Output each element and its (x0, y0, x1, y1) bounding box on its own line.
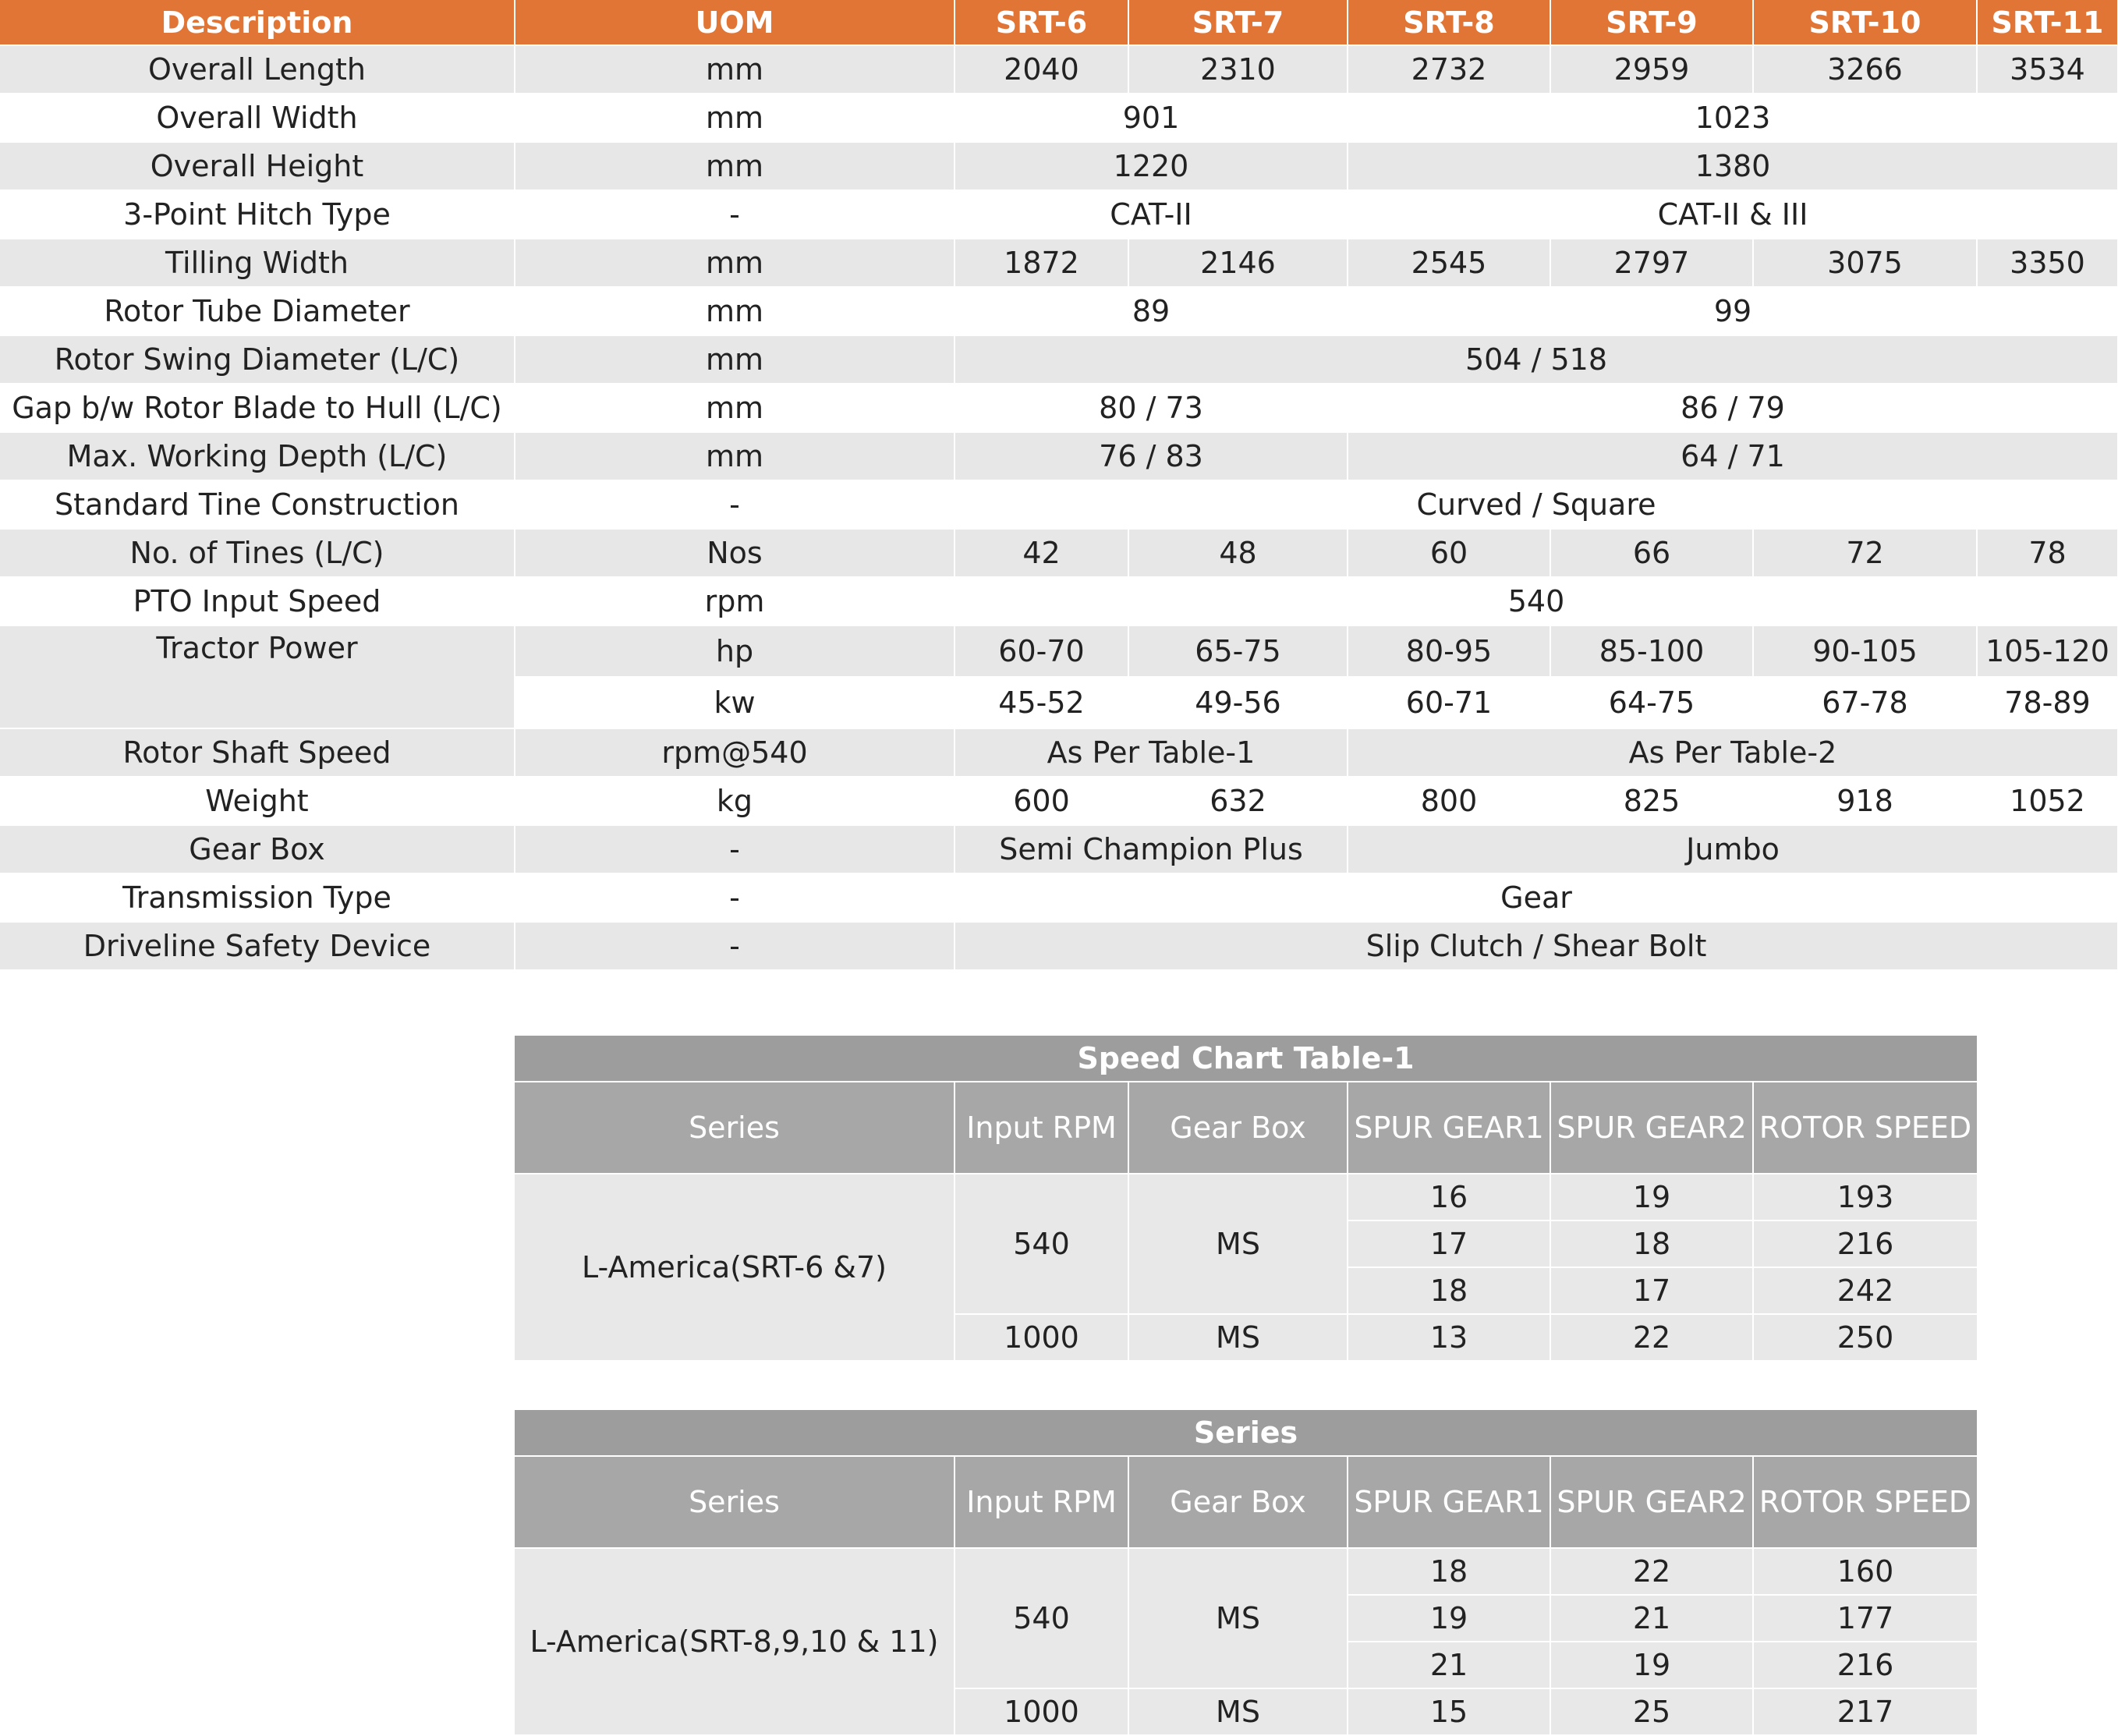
speed-table-header-row (515, 1456, 1978, 1548)
cell-value: 1872 (955, 239, 1128, 287)
rotor-speed: 242 (1753, 1267, 1978, 1314)
cell-value-srt-8-11: 64 / 71 (1348, 432, 2118, 480)
cell-value-srt-6-7: 76 / 83 (955, 432, 1348, 480)
row-uom: - (515, 922, 955, 970)
spec-header-row (0, 0, 2118, 45)
row-uom: - (515, 873, 955, 922)
spur-gear2: 25 (1550, 1688, 1753, 1735)
gear-box: MS (1128, 1688, 1348, 1735)
speed-table-header-row (515, 1082, 1978, 1174)
input-rpm: 1000 (955, 1314, 1128, 1361)
row-no-of-tines (0, 529, 2118, 577)
cell-value-all: Gear (955, 873, 2118, 922)
cell-value: 48 (1128, 529, 1348, 577)
cell-value-srt-6-7: 901 (955, 94, 1348, 142)
cell-value: 42 (955, 529, 1128, 577)
cell-value: 65-75 (1128, 625, 1348, 677)
spur-gear2: 22 (1550, 1314, 1753, 1361)
cell-value: 918 (1753, 777, 1977, 825)
cell-value: 45-52 (955, 677, 1128, 728)
cell-value: 49-56 (1128, 677, 1348, 728)
col-header-gear-box: Gear Box (1128, 1082, 1348, 1174)
cell-value-srt-6-7: CAT-II (955, 190, 1348, 239)
rotor-speed: 250 (1753, 1314, 1978, 1361)
spur-gear2: 17 (1550, 1267, 1753, 1314)
rotor-speed: 217 (1753, 1688, 1978, 1735)
header-srt-11: SRT-11 (1977, 0, 2118, 45)
row-label: Weight (0, 777, 515, 825)
cell-value: 78-89 (1977, 677, 2118, 728)
row-label: Standard Tine Construction (0, 480, 515, 529)
row-label: Driveline Safety Device (0, 922, 515, 970)
row-overall-length (0, 45, 2118, 94)
row-label: No. of Tines (L/C) (0, 529, 515, 577)
cell-value: 800 (1348, 777, 1550, 825)
series-name: L-America(SRT-8,9,10 & 11) (515, 1548, 955, 1735)
col-header-spur-gear2: SPUR GEAR2 (1550, 1456, 1753, 1548)
row-uom: mm (515, 287, 955, 335)
rotor-speed: 160 (1753, 1548, 1978, 1595)
cell-value-srt-8-11: 1380 (1348, 142, 2118, 190)
cell-value: 60 (1348, 529, 1550, 577)
cell-value: 2545 (1348, 239, 1550, 287)
cell-value-srt-8-11: Jumbo (1348, 825, 2118, 873)
row-uom: - (515, 825, 955, 873)
row-label: Rotor Shaft Speed (0, 728, 515, 777)
cell-value: 60-70 (955, 625, 1128, 677)
row-uom: rpm (515, 577, 955, 625)
spur-gear2: 22 (1550, 1548, 1753, 1595)
row-uom: kw (515, 677, 955, 728)
spur-gear1: 19 (1348, 1595, 1550, 1642)
cell-value: 825 (1550, 777, 1753, 825)
cell-value-all: Slip Clutch / Shear Bolt (955, 922, 2118, 970)
cell-value: 3075 (1753, 239, 1977, 287)
cell-value: 2797 (1550, 239, 1753, 287)
cell-value-srt-8-11: As Per Table-2 (1348, 728, 2118, 777)
spur-gear1: 16 (1348, 1174, 1550, 1221)
speed-table-title: Series (515, 1410, 1978, 1456)
row-uom: hp (515, 625, 955, 677)
row-uom: mm (515, 432, 955, 480)
header-srt-9: SRT-9 (1550, 0, 1753, 45)
gear-box: MS (1128, 1548, 1348, 1688)
spur-gear1: 13 (1348, 1314, 1550, 1361)
speed-table-title-row (515, 1036, 1978, 1082)
row-uom: mm (515, 45, 955, 94)
cell-value: 3266 (1753, 45, 1977, 94)
input-rpm: 1000 (955, 1688, 1128, 1735)
col-header-input-rpm: Input RPM (955, 1082, 1128, 1174)
row-uom: mm (515, 384, 955, 432)
series-name: L-America(SRT-6 &7) (515, 1174, 955, 1361)
spur-gear2: 19 (1550, 1642, 1753, 1688)
spur-gear1: 18 (1348, 1267, 1550, 1314)
row-label: Tilling Width (0, 239, 515, 287)
header-srt-10: SRT-10 (1753, 0, 1977, 45)
header-srt-6: SRT-6 (955, 0, 1128, 45)
row-label: Overall Height (0, 142, 515, 190)
row-uom: mm (515, 239, 955, 287)
row-hitch-type (0, 190, 2118, 239)
cell-value: 66 (1550, 529, 1753, 577)
input-rpm: 540 (955, 1548, 1128, 1688)
cell-value: 85-100 (1550, 625, 1753, 677)
row-label: Overall Width (0, 94, 515, 142)
gear-box: MS (1128, 1314, 1348, 1361)
spur-gear1: 17 (1348, 1221, 1550, 1267)
row-tine-construction (0, 480, 2118, 529)
gear-box: MS (1128, 1174, 1348, 1314)
col-header-rotor-speed: ROTOR SPEED (1753, 1082, 1978, 1174)
spur-gear1: 21 (1348, 1642, 1550, 1688)
row-gap-rotor-blade (0, 384, 2118, 432)
row-label: Gear Box (0, 825, 515, 873)
spur-gear1: 15 (1348, 1688, 1550, 1735)
rotor-speed: 216 (1753, 1221, 1978, 1267)
header-uom: UOM (515, 0, 955, 45)
cell-value-srt-8-11: 99 (1348, 287, 2118, 335)
row-label: Transmission Type (0, 873, 515, 922)
cell-value: 3534 (1977, 45, 2118, 94)
row-uom: - (515, 190, 955, 239)
cell-value-all: 504 / 518 (955, 335, 2118, 384)
row-label: Overall Length (0, 45, 515, 94)
cell-value: 80-95 (1348, 625, 1550, 677)
cell-value: 105-120 (1977, 625, 2118, 677)
cell-value: 1052 (1977, 777, 2118, 825)
row-uom: - (515, 480, 955, 529)
row-rotor-tube-diameter (0, 287, 2118, 335)
speed-table-title: Speed Chart Table-1 (515, 1036, 1978, 1082)
col-header-gear-box: Gear Box (1128, 1456, 1348, 1548)
cell-value-srt-6-7: 89 (955, 287, 1348, 335)
row-label: Rotor Tube Diameter (0, 287, 515, 335)
cell-value: 2146 (1128, 239, 1348, 287)
col-header-series: Series (515, 1456, 955, 1548)
row-transmission-type (0, 873, 2118, 922)
row-label: Rotor Swing Diameter (L/C) (0, 335, 515, 384)
col-header-series: Series (515, 1082, 955, 1174)
spur-gear2: 18 (1550, 1221, 1753, 1267)
row-uom: mm (515, 142, 955, 190)
cell-value: 2959 (1550, 45, 1753, 94)
row-weight (0, 777, 2118, 825)
cell-value-all: Curved / Square (955, 480, 2118, 529)
speed-row (515, 1174, 1978, 1221)
row-rotor-swing-diameter (0, 335, 2118, 384)
cell-value: 2040 (955, 45, 1128, 94)
cell-value: 2310 (1128, 45, 1348, 94)
cell-value: 60-71 (1348, 677, 1550, 728)
row-overall-width (0, 94, 2118, 142)
cell-value: 3350 (1977, 239, 2118, 287)
col-header-spur-gear1: SPUR GEAR1 (1348, 1456, 1550, 1548)
cell-value: 632 (1128, 777, 1348, 825)
row-tilling-width (0, 239, 2118, 287)
header-description: Description (0, 0, 515, 45)
cell-value: 2732 (1348, 45, 1550, 94)
row-tractor-power-hp (0, 625, 2118, 677)
row-driveline-safety-device (0, 922, 2118, 970)
speed-table-title-row (515, 1410, 1978, 1456)
cell-value-srt-8-11: 86 / 79 (1348, 384, 2118, 432)
header-srt-7: SRT-7 (1128, 0, 1348, 45)
cell-value: 78 (1977, 529, 2118, 577)
cell-value: 64-75 (1550, 677, 1753, 728)
row-label: 3-Point Hitch Type (0, 190, 515, 239)
cell-value-srt-6-7: 1220 (955, 142, 1348, 190)
speed-chart-table-2 (515, 1410, 1978, 1736)
cell-value-srt-6-7: As Per Table-1 (955, 728, 1348, 777)
cell-value: 67-78 (1753, 677, 1977, 728)
cell-value: 600 (955, 777, 1128, 825)
row-uom: Nos (515, 529, 955, 577)
col-header-spur-gear2: SPUR GEAR2 (1550, 1082, 1753, 1174)
row-uom: mm (515, 94, 955, 142)
col-header-spur-gear1: SPUR GEAR1 (1348, 1082, 1550, 1174)
row-rotor-shaft-speed (0, 728, 2118, 777)
row-uom: mm (515, 335, 955, 384)
col-header-input-rpm: Input RPM (955, 1456, 1128, 1548)
cell-value-all: 540 (955, 577, 2118, 625)
speed-row (515, 1548, 1978, 1595)
row-gear-box (0, 825, 2118, 873)
cell-value: 90-105 (1753, 625, 1977, 677)
spur-gear2: 21 (1550, 1595, 1753, 1642)
input-rpm: 540 (955, 1174, 1128, 1314)
cell-value: 72 (1753, 529, 1977, 577)
row-uom: kg (515, 777, 955, 825)
cell-value-srt-6-7: 80 / 73 (955, 384, 1348, 432)
rotor-speed: 216 (1753, 1642, 1978, 1688)
row-label: PTO Input Speed (0, 577, 515, 625)
cell-value-srt-8-11: CAT-II & III (1348, 190, 2118, 239)
row-label: Gap b/w Rotor Blade to Hull (L/C) (0, 384, 515, 432)
row-label: Max. Working Depth (L/C) (0, 432, 515, 480)
spur-gear2: 19 (1550, 1174, 1753, 1221)
row-max-working-depth (0, 432, 2118, 480)
spur-gear1: 18 (1348, 1548, 1550, 1595)
cell-value-srt-6-7: Semi Champion Plus (955, 825, 1348, 873)
cell-value-srt-8-11: 1023 (1348, 94, 2118, 142)
rotor-speed: 177 (1753, 1595, 1978, 1642)
row-pto-input-speed (0, 577, 2118, 625)
row-label: Tractor Power (0, 625, 515, 728)
col-header-rotor-speed: ROTOR SPEED (1753, 1456, 1978, 1548)
speed-chart-table-1 (515, 1036, 1978, 1362)
row-overall-height (0, 142, 2118, 190)
header-srt-8: SRT-8 (1348, 0, 1550, 45)
rotor-speed: 193 (1753, 1174, 1978, 1221)
row-uom: rpm@540 (515, 728, 955, 777)
